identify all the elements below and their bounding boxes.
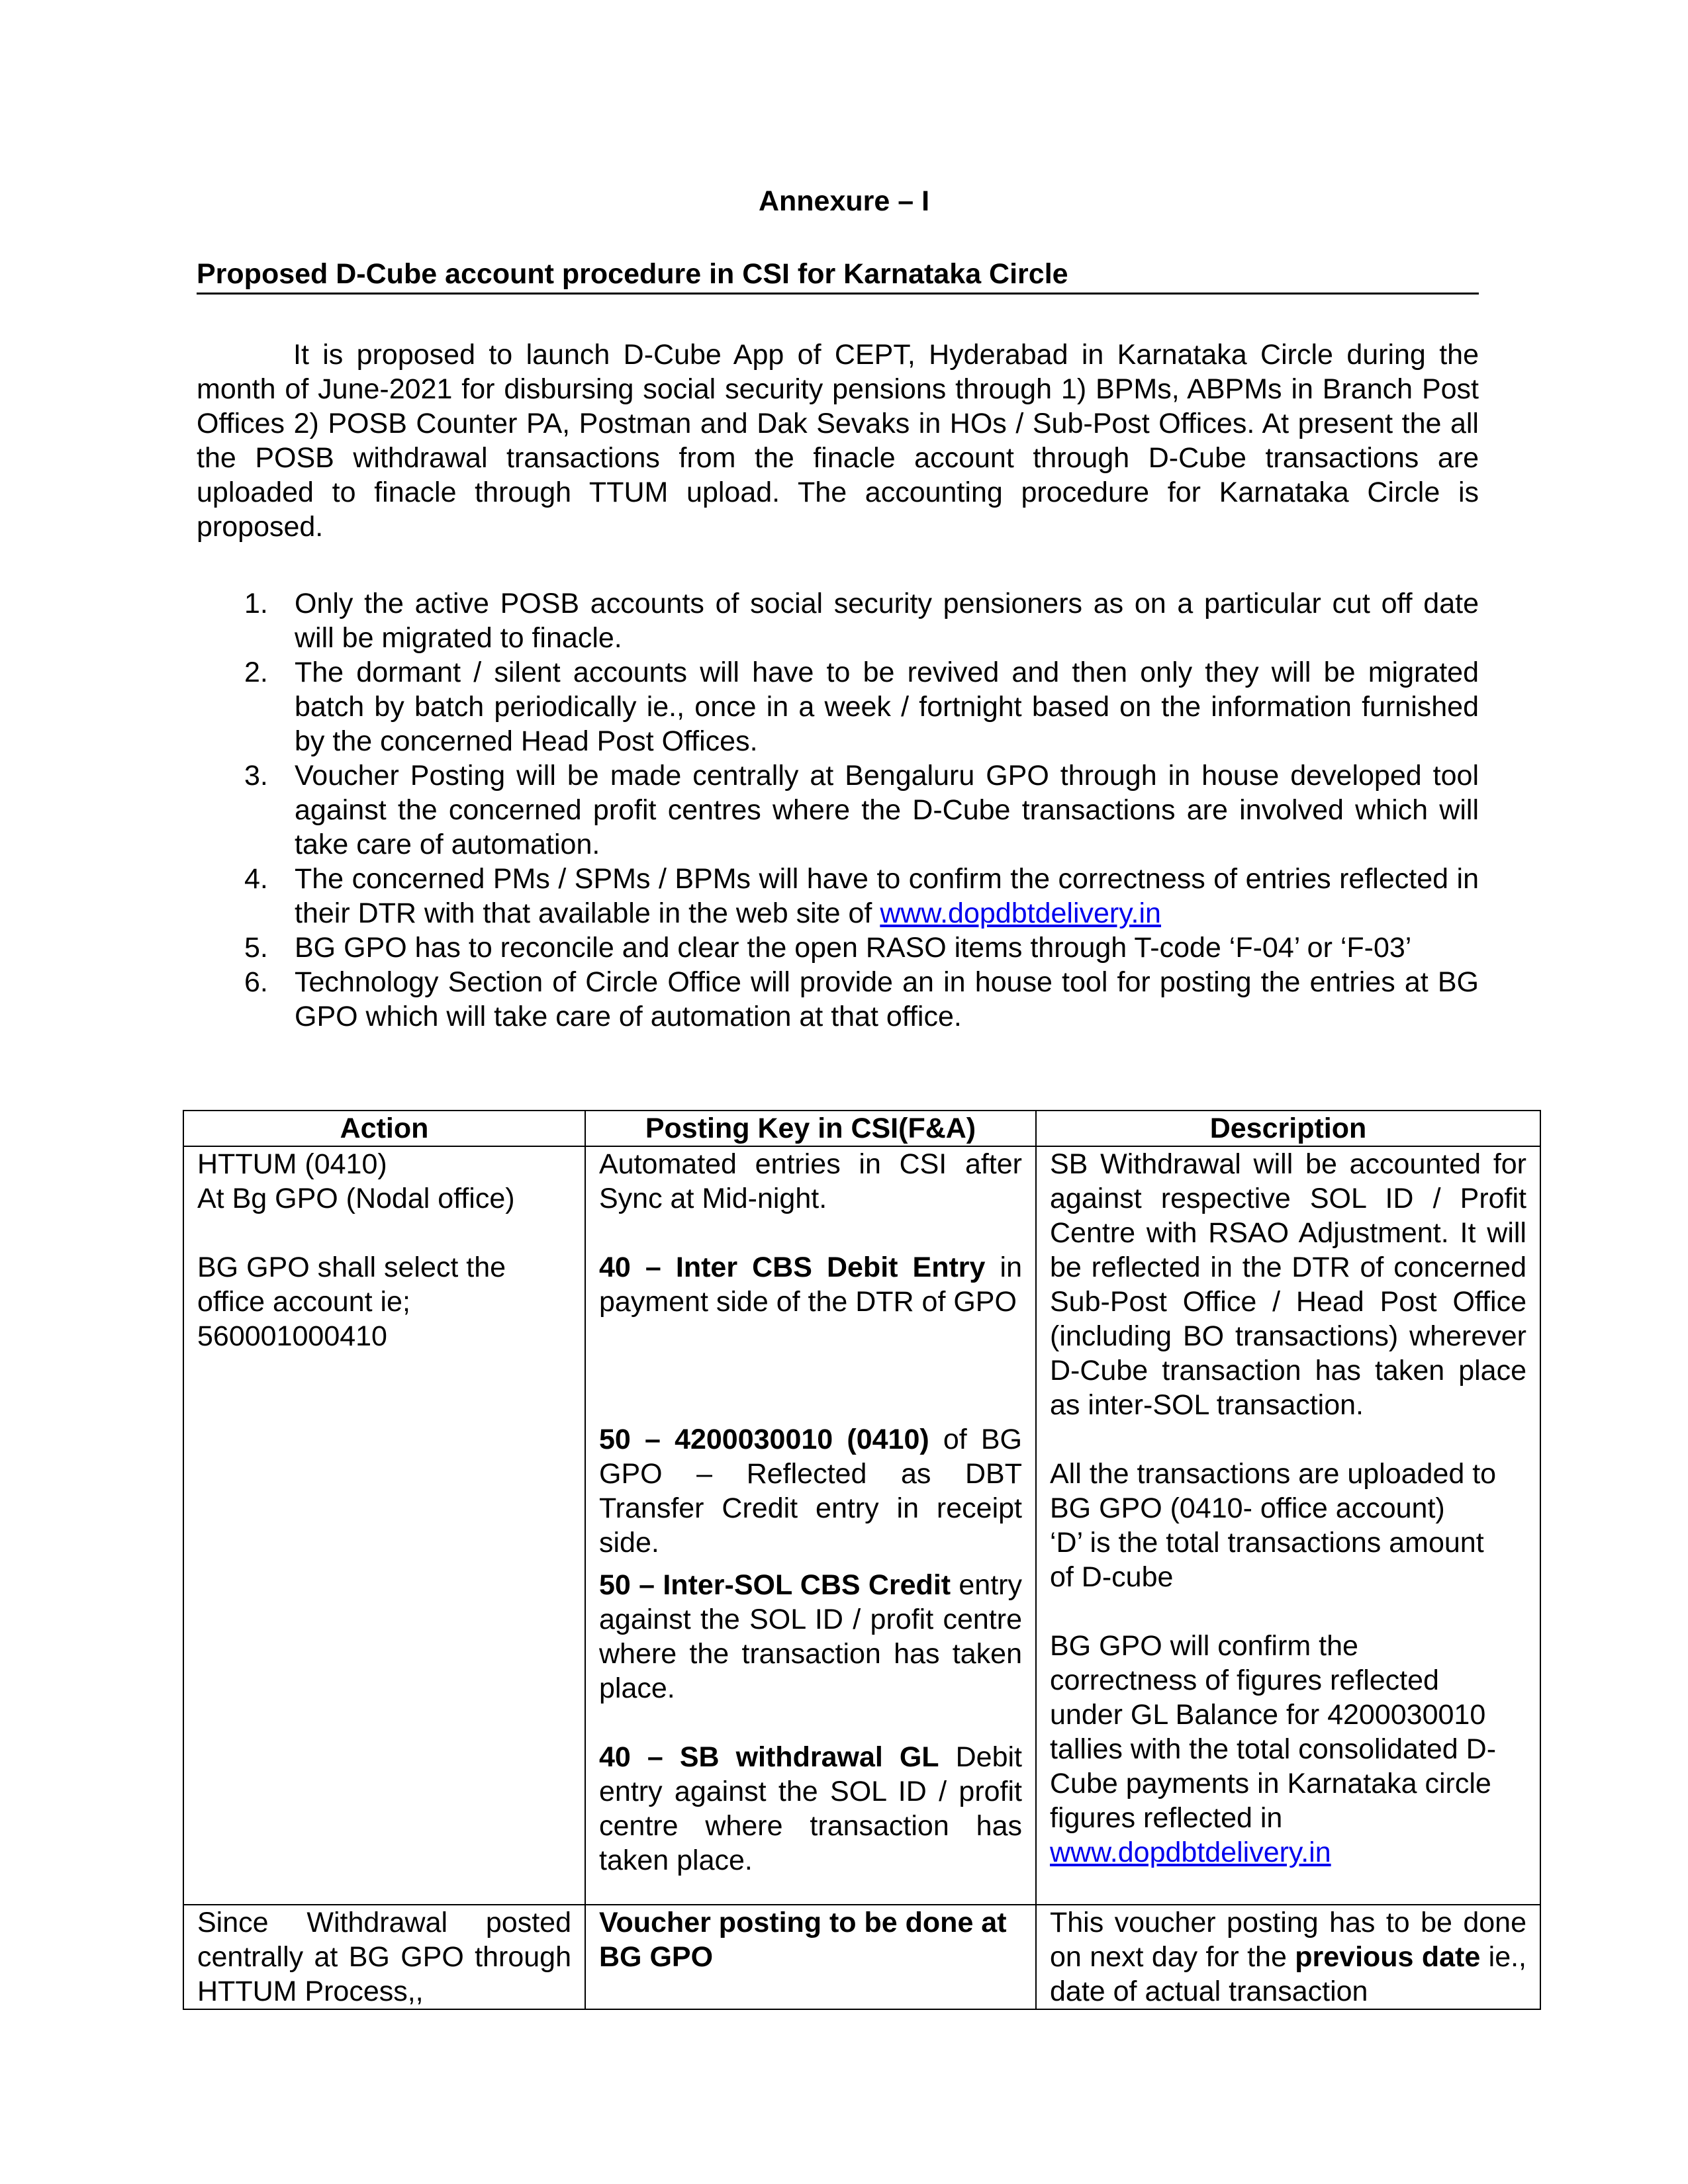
procedure-steps-list bbox=[197, 586, 1479, 1034]
posting-entry: 50 – Inter-SOL CBS Credit entry against the SOL ID / profit centre where the transaction has taken place. bbox=[599, 1569, 1022, 1704]
description-text: figures reflected in bbox=[1050, 1802, 1283, 1834]
list-item bbox=[197, 758, 1479, 862]
dopdbtdelivery-link[interactable]: www.dopdbtdelivery.in bbox=[880, 897, 1161, 929]
list-item-text: BG GPO has to reconcile and clear the open RASO items through T-code ‘F-04’ or ‘F-03’ bbox=[295, 932, 1412, 964]
table-row bbox=[183, 1905, 1540, 2009]
column-header-action: Action bbox=[183, 1111, 585, 1146]
description-text: SB Withdrawal will be accounted for against respective SOL ID / Profit Centre with RSAO Adjustment. It will be reflected in the DTR of concerned Sub-Post Office / Head Post Office (including BO transactions) wherever D-Cube transaction has taken place as inter-SOL transaction. bbox=[1050, 1148, 1526, 1421]
list-item-text: Only the active POSB accounts of social security pensioners as on a particular cut off date will be migrated to finacle. bbox=[295, 588, 1479, 654]
list-item bbox=[197, 586, 1479, 655]
description-cell bbox=[1036, 1146, 1540, 1905]
action-text: At Bg GPO (Nodal office) bbox=[197, 1183, 515, 1214]
description-text: correctness of figures reflected bbox=[1050, 1664, 1439, 1696]
column-header-posting-key: Posting Key in CSI(F&A) bbox=[585, 1111, 1036, 1146]
procedure-subheading: Proposed D-Cube account procedure in CSI for Karnataka Circle bbox=[197, 257, 1479, 295]
list-item-text: Technology Section of Circle Office will provide an in house tool for posting the entries at BG GPO which will take care of automation at that office. bbox=[295, 966, 1479, 1032]
list-item bbox=[197, 931, 1479, 965]
dopdbtdelivery-link[interactable]: www.dopdbtdelivery.in bbox=[1050, 1837, 1331, 1868]
posting-text: Voucher posting to be done at BG GPO bbox=[599, 1907, 1007, 1973]
table-row bbox=[183, 1146, 1540, 1905]
annexure-heading: Annexure – I bbox=[758, 185, 930, 217]
list-item-number: 6. bbox=[244, 966, 268, 998]
list-item-text: Voucher Posting will be made centrally at Bengaluru GPO through in house developed tool against the concerned profit centres where the D-Cube transactions are involved which will take care of automation. bbox=[295, 760, 1479, 860]
description-text: Cube payments in Karnataka circle bbox=[1050, 1768, 1491, 1799]
column-header-description: Description bbox=[1036, 1111, 1540, 1146]
list-item bbox=[197, 965, 1479, 1034]
list-item-number: 1. bbox=[244, 588, 268, 619]
list-item-text: The dormant / silent accounts will have to be revived and then only they will be migrated batch by batch periodically ie., once in a week / fortnight based on the information furnished by the concerned Head Post Offices. bbox=[295, 657, 1479, 757]
action-cell: Since Withdrawal posted centrally at BG GPO through HTTUM Process,, bbox=[183, 1905, 585, 2009]
description-text: under GL Balance for 4200030010 bbox=[1050, 1699, 1486, 1731]
list-item bbox=[197, 655, 1479, 758]
posting-text: Automated entries in CSI after Sync at Mid-night. bbox=[599, 1148, 1022, 1214]
list-item-number: 4. bbox=[244, 863, 268, 895]
description-text: BG GPO (0410- office account) bbox=[1050, 1492, 1445, 1524]
list-item-number: 2. bbox=[244, 657, 268, 688]
posting-procedure-table bbox=[183, 1110, 1541, 2010]
posting-key-cell bbox=[585, 1146, 1036, 1905]
posting-key-cell bbox=[585, 1905, 1036, 2009]
list-item-number: 5. bbox=[244, 932, 268, 964]
intro-paragraph: It is proposed to launch D-Cube App of CEPT, Hyderabad in Karnataka Circle during the month of June-2021 for disbursing social security pensions through 1) BPMs, ABPMs in Branch Post Offices 2) POSB Counter PA, Postman and Dak Sevaks in HOs / Sub-Post Offices. At present the all the POSB withdrawal transactions from the finacle account through D-Cube transactions are uploaded to finacle through TTUM upload. The accounting procedure for Karnataka Circle is proposed. bbox=[197, 339, 1479, 543]
office-account-number: 560001000410 bbox=[197, 1320, 387, 1352]
action-text: office account ie; bbox=[197, 1286, 410, 1318]
list-item-text: The concerned PMs / SPMs / BPMs will have to confirm the correctness of entries reflected in their DTR with that available in the web site of bbox=[295, 863, 1479, 929]
table-header-row bbox=[183, 1111, 1540, 1146]
description-text: of D-cube bbox=[1050, 1561, 1174, 1593]
description-text: All the transactions are uploaded to bbox=[1050, 1458, 1497, 1490]
description-text: tallies with the total consolidated D- bbox=[1050, 1733, 1497, 1765]
action-cell bbox=[183, 1146, 585, 1905]
action-text: BG GPO shall select the bbox=[197, 1251, 506, 1283]
posting-entry: 50 – 4200030010 (0410) of BG GPO – Reflected as DBT Transfer Credit entry in receipt side. bbox=[599, 1424, 1023, 1559]
description-text: ‘D’ is the total transactions amount bbox=[1050, 1527, 1484, 1559]
posting-entry: 40 – Inter CBS Debit Entry in payment side of the DTR of GPO bbox=[599, 1251, 1022, 1318]
description-text: BG GPO will confirm the bbox=[1050, 1630, 1358, 1662]
description-cell: This voucher posting has to be done on next day for the previous date ie., date of actual transaction bbox=[1036, 1905, 1540, 2009]
list-item bbox=[197, 862, 1479, 931]
posting-entry: 40 – SB withdrawal GL Debit entry against the SOL ID / profit centre where transaction has taken place. bbox=[599, 1741, 1022, 1876]
action-text: HTTUM (0410) bbox=[197, 1148, 387, 1180]
list-item-number: 3. bbox=[244, 760, 268, 792]
